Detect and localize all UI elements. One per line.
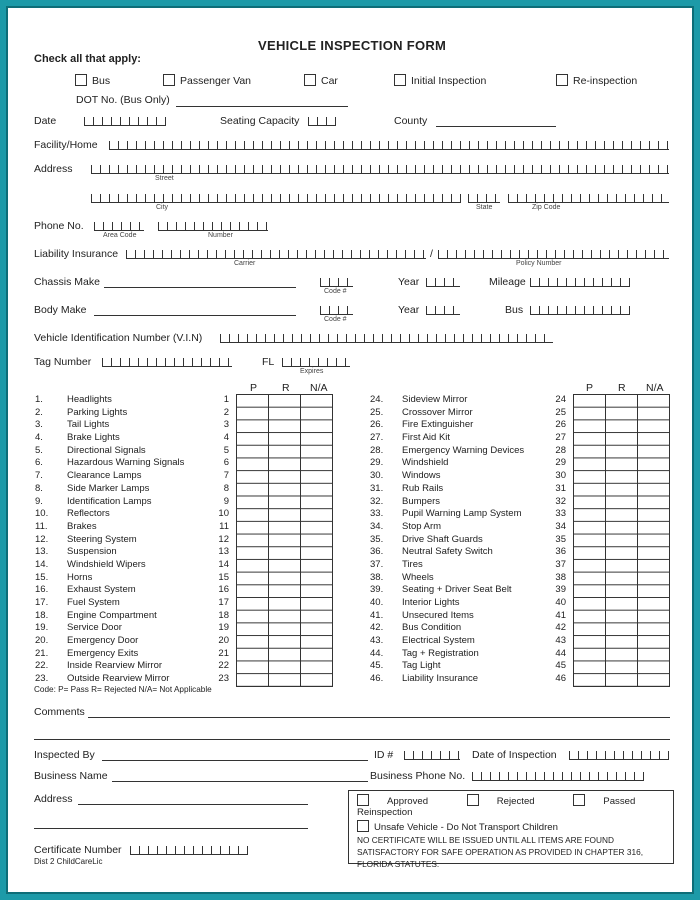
fl-label: FL (262, 356, 275, 368)
checklist-item (35, 508, 229, 521)
item-index: 16 (218, 584, 229, 596)
item-number: 41. (370, 609, 384, 621)
checklist-item (370, 521, 566, 534)
slash: / (430, 248, 433, 260)
check-bus[interactable] (75, 74, 110, 87)
item-number: 14. (35, 558, 49, 570)
policy-number-field[interactable] (438, 250, 669, 259)
item-label: Brake Lights (67, 432, 120, 444)
zip-code-field[interactable] (508, 194, 669, 203)
item-label: Wheels (402, 571, 434, 583)
bus-number-label: Bus (505, 304, 524, 316)
item-label: Interior Lights (402, 597, 460, 608)
result-checks (357, 794, 665, 818)
comments-field-1[interactable] (88, 717, 670, 718)
bus-checkbox[interactable] (75, 74, 87, 86)
checklist-item (35, 597, 229, 610)
checklist-item (370, 584, 566, 597)
passed-reinspection-checkbox[interactable] (573, 794, 585, 806)
item-index: 21 (218, 647, 229, 659)
item-label: Tail Lights (67, 419, 110, 431)
item-index: 42 (555, 622, 566, 634)
body-year-field[interactable] (426, 306, 460, 315)
checklist-item (370, 496, 566, 509)
item-index: 41 (555, 609, 566, 621)
item-label: Steering System (67, 533, 137, 545)
unsafe-label: Unsafe Vehicle - Do Not Transport Children (374, 822, 558, 833)
inspection-form-sheet (6, 6, 694, 894)
item-label: Tag + Registration (402, 647, 479, 659)
number-caption: Number (208, 232, 233, 239)
state-field[interactable] (468, 194, 500, 203)
business-phone-field[interactable] (472, 772, 644, 781)
item-index: 27 (555, 432, 566, 444)
item-label: Emergency Door (67, 635, 139, 647)
checklist-item (370, 622, 566, 635)
body-code-caption: Code # (324, 316, 347, 323)
checklist-item (370, 432, 566, 445)
seating-capacity-field[interactable] (308, 117, 336, 126)
item-number: 20. (35, 635, 49, 647)
inspected-by-label: Inspected By (34, 749, 95, 761)
chassis-make-label: Chassis Make (34, 276, 100, 288)
item-index: 5 (223, 444, 229, 456)
item-label: Unsecured Items (402, 609, 474, 621)
checklist-item (370, 673, 566, 686)
carrier-field[interactable] (126, 250, 426, 259)
checklist-item (370, 534, 566, 547)
body-make-field[interactable] (94, 315, 296, 316)
item-index: 33 (555, 508, 566, 520)
item-number: 33. (370, 508, 384, 520)
address2-field-1[interactable] (78, 804, 308, 805)
re-inspection-label: Re-inspection (573, 75, 638, 87)
approved-checkbox[interactable] (357, 794, 369, 806)
passed-reinspection-label: Passed Reinspection (357, 796, 636, 818)
item-label: Parking Lights (67, 406, 128, 418)
item-index: 28 (555, 444, 566, 456)
item-label: Clearance Lamps (67, 470, 142, 482)
car-label: Car (321, 75, 338, 87)
date-label: Date (34, 115, 57, 127)
area-code-caption: Area Code (103, 232, 137, 239)
checklist-item (370, 483, 566, 496)
header-na-right: N/A (646, 382, 664, 394)
chassis-code-caption: Code # (324, 288, 347, 295)
county-label: County (394, 115, 428, 127)
expires-field[interactable] (282, 358, 350, 367)
tag-number-field[interactable] (102, 358, 232, 367)
checklist-item (370, 394, 566, 407)
certificate-note: NO CERTIFICATE WILL BE ISSUED UNTIL ALL ITEMS ARE FOUND SATISFACTORY FOR SAFE OPERATION AS PROVIDED IN CHAPTER 316, FLORIDA STATUTES. (357, 835, 644, 869)
item-label: Emergency Warning Devices (402, 444, 525, 456)
item-label: Fuel System (67, 597, 120, 608)
item-index: 11 (219, 520, 229, 532)
item-index: 6 (223, 457, 229, 469)
item-index: 39 (555, 584, 566, 596)
checklist-item (370, 610, 566, 623)
checklist-item (35, 610, 229, 623)
checklist-grid-right[interactable] (573, 394, 670, 687)
item-number: 34. (370, 520, 384, 532)
passenger-van-label: Passenger Van (180, 75, 252, 87)
approved-option[interactable] (357, 796, 446, 807)
item-number: 46. (370, 673, 384, 685)
bus-number-field[interactable] (530, 306, 630, 315)
id-label: ID # (374, 749, 394, 761)
item-label: Neutral Safety Switch (402, 546, 493, 558)
checklist-item (35, 483, 229, 496)
chassis-year-field[interactable] (426, 278, 460, 287)
checklist-grid-left[interactable] (236, 394, 333, 687)
chassis-make-field[interactable] (104, 287, 296, 288)
item-index: 45 (555, 660, 566, 672)
item-index: 31 (555, 482, 566, 494)
item-number: 45. (370, 660, 384, 672)
item-number: 40. (370, 597, 384, 608)
item-label: Windshield Wipers (67, 558, 146, 570)
header-rejected-left: R (282, 382, 290, 394)
item-number: 6. (35, 457, 43, 469)
checklist-item (35, 432, 229, 445)
item-index: 7 (223, 470, 229, 482)
item-number: 25. (370, 406, 384, 418)
item-label: Service Door (67, 622, 122, 634)
bus-label: Bus (92, 75, 111, 87)
item-index: 18 (218, 609, 229, 621)
items-list-right (370, 394, 566, 686)
item-label: Identification Lamps (67, 495, 152, 507)
item-index: 40 (555, 597, 566, 608)
approved-label: Approved (387, 796, 429, 807)
checklist-item (35, 584, 229, 597)
item-index: 25 (555, 406, 566, 418)
item-index: 3 (223, 419, 229, 431)
item-number: 42. (370, 622, 384, 634)
body-year-label: Year (398, 304, 420, 316)
header-pass-left: P (250, 382, 258, 394)
check-initial-inspection[interactable] (394, 74, 486, 87)
zip-code-caption: Zip Code (532, 204, 561, 211)
body-code-field[interactable] (320, 306, 353, 315)
item-index: 2 (223, 406, 229, 418)
checklist-item (370, 597, 566, 610)
certificate-number-label: Certificate Number (34, 844, 122, 856)
item-index: 19 (218, 622, 229, 634)
item-index: 17 (218, 597, 229, 608)
address2-field-2[interactable] (34, 828, 308, 829)
chassis-code-field[interactable] (320, 278, 353, 287)
header-na-left: N/A (310, 382, 328, 394)
mileage-label: Mileage (489, 276, 526, 288)
checklist-item (370, 660, 566, 673)
item-number: 2. (35, 406, 43, 418)
item-number: 5. (35, 444, 43, 456)
item-number: 22. (35, 660, 49, 672)
checklist-item (35, 521, 229, 534)
dot-no-label: DOT No. (Bus Only) (76, 94, 170, 106)
item-label: Headlights (67, 394, 112, 405)
header-pass-right: P (586, 382, 594, 394)
item-number: 1. (35, 394, 43, 405)
expires-caption: Expires (300, 368, 324, 375)
item-number: 8. (35, 482, 43, 494)
item-label: Horns (67, 571, 93, 583)
date-of-inspection-label: Date of Inspection (472, 749, 557, 761)
rejected-label: Rejected (496, 796, 535, 807)
item-label: Rub Rails (402, 482, 444, 494)
item-number: 44. (370, 647, 384, 659)
item-number: 13. (35, 546, 49, 558)
unsafe-checkbox[interactable] (357, 820, 369, 832)
item-index: 38 (555, 571, 566, 583)
item-index: 14 (218, 558, 229, 570)
item-number: 16. (35, 584, 49, 596)
item-number: 4. (35, 432, 43, 444)
checklist-item (35, 648, 229, 661)
mileage-field[interactable] (530, 278, 630, 287)
item-number: 24. (370, 394, 384, 405)
street-field[interactable] (91, 165, 669, 174)
checklist-item (370, 457, 566, 470)
item-number: 29. (370, 457, 384, 469)
item-index: 37 (555, 558, 566, 570)
item-label: Directional Signals (67, 444, 146, 456)
address2-label: Address (34, 793, 73, 805)
checklist-item (370, 648, 566, 661)
item-label: Tires (402, 558, 423, 570)
item-number: 11. (35, 520, 48, 532)
item-index: 36 (555, 546, 566, 558)
item-number: 28. (370, 444, 384, 456)
item-label: Tag Light (402, 660, 441, 672)
item-number: 30. (370, 470, 384, 482)
item-index: 34 (555, 520, 566, 532)
item-index: 43 (555, 635, 566, 647)
comments-label: Comments (34, 706, 85, 718)
item-label: Fire Extinguisher (402, 419, 474, 431)
item-number: 12. (35, 533, 49, 545)
checklist-item (35, 673, 229, 686)
item-number: 19. (35, 622, 49, 634)
item-index: 12 (218, 533, 229, 545)
item-index: 15 (218, 571, 229, 583)
checklist-item (370, 572, 566, 585)
checklist-item (35, 419, 229, 432)
checklist-item (35, 445, 229, 458)
liability-insurance-label: Liability Insurance (34, 248, 119, 260)
item-label: Suspension (67, 546, 117, 558)
item-number: 35. (370, 533, 384, 545)
vin-label: Vehicle Identification Number (V.I.N) (34, 332, 203, 344)
items-list-left (35, 394, 229, 686)
item-index: 20 (218, 635, 229, 647)
street-caption: Street (155, 175, 174, 182)
item-label: Crossover Mirror (402, 406, 473, 418)
date-of-inspection-field[interactable] (569, 751, 669, 760)
checklist-item (35, 622, 229, 635)
item-index: 29 (555, 457, 566, 469)
item-label: Drive Shaft Guards (402, 533, 483, 545)
check-all-label: Check all that apply: (34, 53, 141, 65)
seating-capacity-label: Seating Capacity (220, 115, 300, 127)
checklist-item (370, 445, 566, 458)
item-number: 43. (370, 635, 384, 647)
item-index: 46 (555, 673, 566, 685)
item-label: Inside Rearview Mirror (67, 660, 163, 672)
item-index: 10 (218, 508, 229, 520)
checklist-item (35, 635, 229, 648)
item-number: 37. (370, 558, 384, 570)
item-index: 44 (555, 647, 566, 659)
item-number: 7. (35, 470, 43, 482)
check-passenger-van[interactable] (163, 74, 251, 87)
item-label: Hazardous Warning Signals (67, 457, 185, 469)
header-rejected-right: R (618, 382, 626, 394)
item-label: Exhaust System (67, 584, 136, 596)
item-index: 8 (223, 482, 229, 494)
checklist-item (35, 496, 229, 509)
city-field[interactable] (91, 194, 461, 203)
phone-number-field[interactable] (158, 222, 268, 231)
area-code-field[interactable] (94, 222, 144, 231)
item-label: Liability Insurance (402, 673, 479, 685)
chassis-year-label: Year (398, 276, 420, 288)
item-label: First Aid Kit (402, 432, 451, 444)
item-label: Electrical System (402, 635, 475, 647)
checklist-item (370, 470, 566, 483)
date-field[interactable] (84, 117, 166, 126)
item-number: 3. (35, 419, 43, 431)
item-index: 23 (218, 673, 229, 685)
item-index: 35 (555, 533, 566, 545)
item-number: 17. (35, 597, 49, 608)
initial-inspection-label: Initial Inspection (411, 75, 487, 87)
body-make-label: Body Make (34, 304, 87, 316)
dot-no-field[interactable] (176, 106, 348, 107)
check-re-inspection[interactable] (556, 74, 637, 87)
checklist-item (370, 635, 566, 648)
initial-inspection-checkbox[interactable] (394, 74, 406, 86)
item-index: 13 (218, 546, 229, 558)
item-number: 10. (35, 508, 49, 520)
re-inspection-checkbox[interactable] (556, 74, 568, 86)
item-number: 39. (370, 584, 384, 596)
item-label: Side Marker Lamps (67, 482, 150, 494)
checklist-item (370, 419, 566, 432)
item-index: 9 (223, 495, 229, 507)
certificate-number-field[interactable] (130, 846, 248, 855)
item-label: Windows (402, 470, 441, 482)
tag-number-label: Tag Number (34, 356, 92, 368)
passenger-van-checkbox[interactable] (163, 74, 175, 86)
checklist-item (370, 407, 566, 420)
form-title: VEHICLE INSPECTION FORM (258, 38, 447, 53)
address-label: Address (34, 163, 73, 175)
checklist-item (35, 407, 229, 420)
item-index: 32 (555, 495, 566, 507)
item-label: Pupil Warning Lamp System (402, 508, 522, 520)
item-number: 26. (370, 419, 384, 431)
item-number: 32. (370, 495, 384, 507)
item-number: 15. (35, 571, 49, 583)
inspected-by-field[interactable] (102, 760, 368, 761)
certification-box (348, 790, 674, 869)
rejected-option[interactable] (467, 796, 553, 807)
item-label: Outside Rearview Mirror (67, 673, 170, 685)
business-name-label: Business Name (34, 770, 108, 782)
item-label: Bumpers (402, 495, 441, 507)
checklist-item (35, 457, 229, 470)
item-number: 27. (370, 432, 384, 444)
item-number: 36. (370, 546, 384, 558)
check-car[interactable] (304, 74, 338, 87)
facility-home-field[interactable] (109, 141, 669, 150)
item-label: Stop Arm (402, 520, 442, 532)
checklist-item (35, 546, 229, 559)
checklist-item (35, 660, 229, 673)
item-label: Seating + Driver Seat Belt (402, 584, 512, 596)
facility-home-label: Facility/Home (34, 139, 98, 151)
state-caption: State (476, 204, 493, 211)
checklist-item (35, 572, 229, 585)
item-label: Engine Compartment (67, 609, 157, 621)
item-number: 23. (35, 673, 49, 685)
business-phone-label: Business Phone No. (370, 770, 466, 782)
comments-field-2[interactable] (34, 739, 670, 740)
item-index: 22 (218, 660, 229, 672)
item-label: Brakes (67, 520, 97, 532)
code-legend: Code: P= Pass R= Rejected N/A= Not Applicable (34, 685, 212, 694)
item-label: Reflectors (67, 508, 110, 520)
county-field[interactable] (436, 126, 556, 127)
item-index: 24 (555, 394, 566, 405)
business-name-field[interactable] (112, 781, 368, 782)
item-index: 26 (555, 419, 566, 431)
city-caption: City (156, 204, 169, 211)
checklist-item (35, 470, 229, 483)
item-number: 38. (370, 571, 384, 583)
item-index: 30 (555, 470, 566, 482)
vin-field[interactable] (220, 334, 553, 343)
item-label: Sideview Mirror (402, 394, 468, 405)
checklist-item (370, 508, 566, 521)
item-index: 1 (223, 394, 229, 405)
rejected-checkbox[interactable] (467, 794, 479, 806)
carrier-caption: Carrier (234, 260, 256, 267)
item-number: 9. (35, 495, 43, 507)
unsafe-option[interactable] (357, 820, 665, 833)
item-number: 31. (370, 482, 384, 494)
item-number: 21. (35, 647, 49, 659)
phone-no-label: Phone No. (34, 220, 84, 232)
id-field[interactable] (404, 751, 460, 760)
dist-label: Dist 2 ChildCareLic (34, 857, 103, 866)
checklist-item (370, 546, 566, 559)
item-label: Emergency Exits (67, 647, 139, 659)
checklist-item (35, 559, 229, 572)
checklist-item (35, 534, 229, 547)
checklist-item (35, 394, 229, 407)
item-label: Bus Condition (402, 622, 462, 634)
car-checkbox[interactable] (304, 74, 316, 86)
item-index: 4 (223, 432, 229, 444)
policy-number-caption: Policy Number (516, 260, 562, 267)
checklist-item (370, 559, 566, 572)
item-label: Windshield (402, 457, 449, 469)
item-number: 18. (35, 609, 49, 621)
